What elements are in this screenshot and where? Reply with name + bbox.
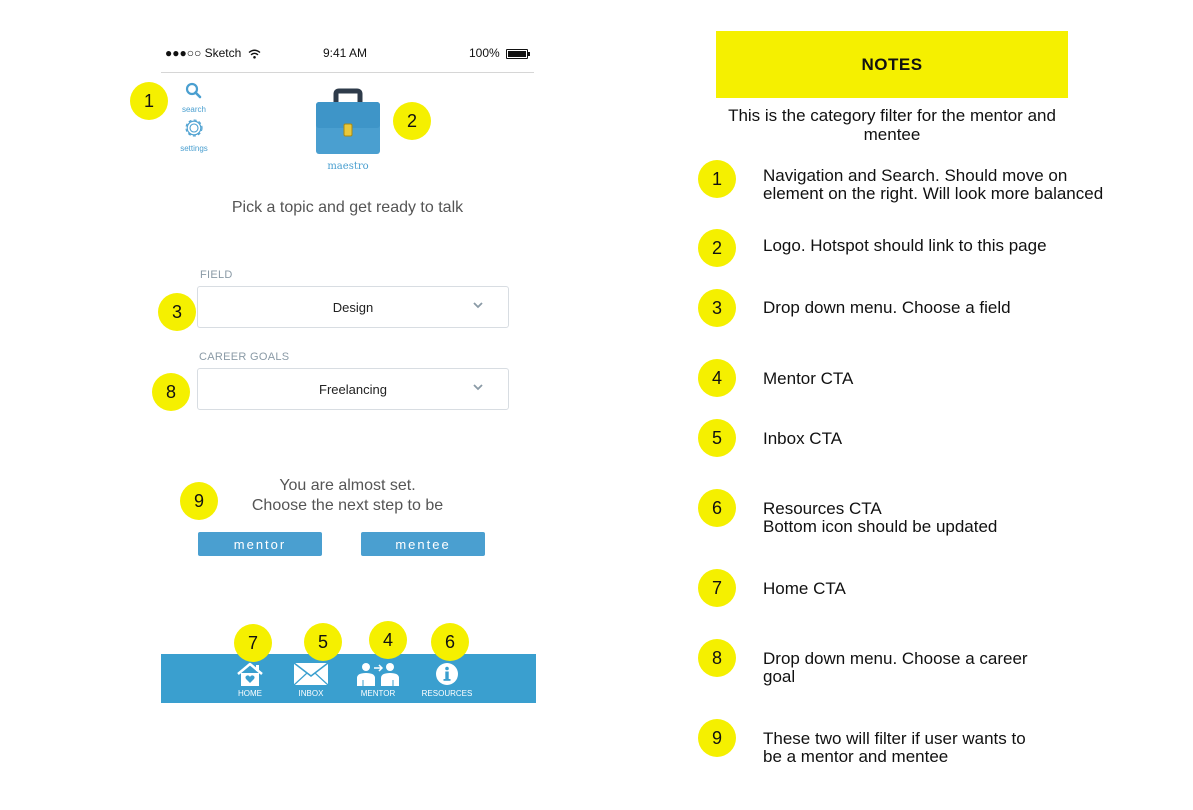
note-marker: 8 [698, 639, 736, 677]
logo[interactable] [312, 88, 384, 172]
note-marker: 3 [698, 289, 736, 327]
note-marker: 6 [698, 489, 736, 527]
note-text: Mentor CTA [763, 369, 854, 388]
note-text: Navigation and Search. Should move on element on the right. Will look more balanced [763, 166, 1104, 203]
tab-resources[interactable] [419, 654, 475, 703]
status-time: 9:41 AM [323, 46, 368, 60]
info-icon [435, 662, 459, 686]
tab-resources-label: RESOURCES [421, 689, 473, 698]
notes-header: NOTES [716, 31, 1068, 98]
note-marker: 2 [698, 229, 736, 267]
marker-career: 8 [152, 373, 190, 411]
carrier-text: ●●●○○ Sketch [165, 46, 242, 60]
status-divider [161, 72, 534, 73]
marker-almost: 9 [180, 482, 218, 520]
tab-inbox-label: INBOX [298, 689, 324, 698]
settings-label: settings [180, 144, 208, 153]
marker-logo: 2 [393, 102, 431, 140]
career-goals-label: CAREER GOALS [199, 351, 290, 363]
marker-mentor: 4 [369, 621, 407, 659]
chevron-down-icon [472, 299, 484, 311]
note-text: Logo. Hotspot should link to this page [763, 236, 1047, 255]
battery-percent: 100% [469, 46, 500, 60]
note-marker: 7 [698, 569, 736, 607]
field-label: FIELD [200, 269, 233, 281]
battery-icon [506, 49, 528, 59]
search-icon [174, 82, 214, 100]
home-icon [235, 662, 265, 686]
note-text: Drop down menu. Choose a field [763, 298, 1011, 317]
note-marker: 1 [698, 160, 736, 198]
tagline: Pick a topic and get ready to talk [231, 199, 464, 216]
note-marker: 9 [698, 719, 736, 757]
marker-field: 3 [158, 293, 196, 331]
note-marker: 5 [698, 419, 736, 457]
tab-mentor-label: MENTOR [360, 689, 396, 698]
notes-description: This is the category filter for the mentor and mentee [728, 106, 1056, 144]
tab-bar [161, 654, 536, 703]
note-text: Inbox CTA [763, 429, 843, 448]
tab-mentor[interactable] [353, 654, 403, 703]
field-value: Design [332, 299, 374, 315]
search-label: search [181, 105, 206, 114]
almost-set-line1: You are almost set. [279, 477, 416, 494]
people-icon [355, 662, 401, 686]
settings-nav[interactable] [174, 117, 214, 153]
tab-home-label: HOME [238, 689, 262, 698]
field-dropdown[interactable] [197, 286, 509, 328]
marker-resources: 6 [431, 623, 469, 661]
status-carrier [165, 46, 261, 60]
wifi-icon [248, 49, 261, 59]
note-text: Home CTA [763, 579, 846, 598]
mentee-button[interactable]: mentee [361, 532, 485, 556]
search-nav[interactable] [174, 82, 214, 114]
logo-text: maestro [327, 161, 369, 172]
career-goals-value: Freelancing [319, 381, 387, 397]
status-battery [469, 46, 528, 60]
tab-inbox[interactable] [291, 654, 331, 703]
gear-icon [174, 117, 214, 139]
briefcase-icon [312, 88, 384, 158]
envelope-icon [293, 662, 329, 686]
marker-home: 7 [234, 624, 272, 662]
chevron-down-icon [472, 381, 484, 393]
marker-inbox: 5 [304, 623, 342, 661]
note-text: Resources CTA Bottom icon should be updated [763, 499, 998, 536]
note-text: These two will filter if user wants to be a mentor and mentee [763, 729, 1026, 766]
marker-nav: 1 [130, 82, 168, 120]
note-text: Drop down menu. Choose a career goal [763, 649, 1028, 686]
note-marker: 4 [698, 359, 736, 397]
career-goals-dropdown[interactable] [197, 368, 509, 410]
mentor-button[interactable]: mentor [198, 532, 322, 556]
almost-set-line2: Choose the next step to be [251, 497, 444, 514]
